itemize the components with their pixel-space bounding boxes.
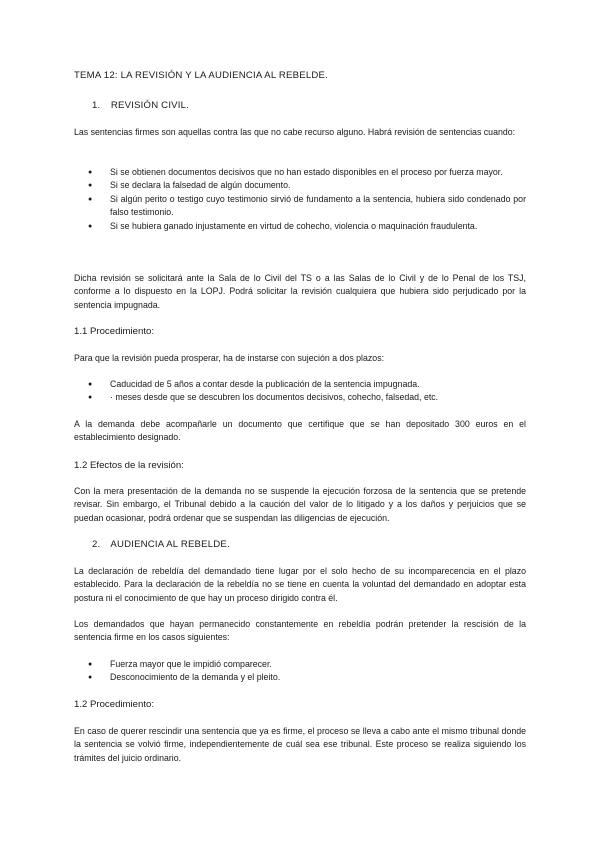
list-item: ● Fuerza mayor que le impidió comparecer.	[74, 658, 526, 671]
deadlines-list	[74, 378, 526, 405]
list-item: ● Si se hubiera ganado injustamente en virtud de cohecho, violencia o maquinación fraudulenta.	[74, 220, 526, 233]
section-1-paragraph-2: Dicha revisión se solicitará ante la Sala de lo Civil del TS o a las Salas de lo Civil y de lo Penal de los TSJ, conforme a lo dispuesto en la LOPJ. Podrá solicitar la revisión cualquiera que hubiera sido perjudicado por la sentencia impugnada.	[74, 273, 526, 310]
subsection-1-2-heading: 1.2 Efectos de la revisión:	[74, 460, 184, 471]
subsection-1-1-heading: 1.1 Procedimiento:	[74, 326, 154, 337]
list-item: ● Si se declara la falsedad de algún documento.	[74, 179, 526, 192]
subsection-1-2-paragraph: Con la mera presentación de la demanda no se suspende la ejecución forzosa de la sentencia que se pretende revisar. Sin embargo, el Tribunal debido a la caución del valor de lo litigado y a los daños y perjuicios que se puedan ocasionar, podrá ordenar que se suspendan las diligencias de ejecución.	[74, 486, 526, 523]
section-2-paragraph-1: La declaración de rebeldía del demandado tiene lugar por el solo hecho de su incomparecencia en el plazo establecido. Para la declaración de la rebeldía no se tiene en cuenta la voluntad del demandado en adoptar esta postura ni el conocimiento de que hay un proceso dirigido contra él.	[74, 566, 526, 603]
section-1-heading	[92, 100, 189, 111]
subsection-1-1-intro: Para que la revisión pueda prosperar, ha de instarse con sujeción a dos plazos:	[74, 353, 385, 363]
list-item: ● Si se obtienen documentos decisivos que no han estado disponibles en el proceso por fuerza mayor.	[74, 166, 526, 179]
section-2-title: AUDIENCIA AL REBELDE.	[110, 539, 230, 550]
list-item: ● Caducidad de 5 años a contar desde la publicación de la sentencia impugnada.	[74, 378, 526, 391]
list-item: ● · meses desde que se descubren los documentos decisivos, cohecho, falsedad, etc.	[74, 391, 526, 404]
revision-cases-list	[74, 166, 526, 233]
section-2-number: 2.	[92, 539, 101, 550]
section-1-title: REVISIÓN CIVIL.	[110, 100, 190, 111]
section-1-number: 1.	[92, 100, 101, 111]
list-item: ● Si algún perito o testigo cuyo testimonio sirvió de fundamento a la sentencia, hubiera sido condenado por falso testimonio.	[74, 193, 526, 220]
list-item: ● Desconocimiento de la demanda y el pleito.	[74, 671, 526, 684]
rescission-cases-list	[74, 658, 526, 685]
section-1-intro: Las sentencias firmes son aquellas contra las que no cabe recurso alguno. Habrá revisión de sentencias cuando:	[74, 127, 516, 137]
document-title: TEMA 12: LA REVISIÓN Y LA AUDIENCIA AL REBELDE.	[74, 70, 328, 81]
section-2-sub-paragraph: En caso de querer rescindir una sentencia que ya es firme, el proceso se lleva a cabo ante el mismo tribunal donde la sentencia se volvió firme, independientemente de cuál sea ese tribunal. Este proceso se realiza siguiendo los trámites del juicio ordinario.	[74, 726, 526, 763]
subsection-1-1-paragraph: A la demanda debe acompañarle un documento que certifique que se han depositado 300 euros en el establecimiento designado.	[74, 419, 526, 443]
section-2-paragraph-2: Los demandados que hayan permanecido constantemente en rebeldía podrán pretender la rescisión de la sentencia firme en los casos siguientes:	[74, 619, 526, 643]
section-2-sub-heading: 1.2 Procedimiento:	[74, 699, 154, 710]
section-2-heading	[92, 539, 230, 550]
